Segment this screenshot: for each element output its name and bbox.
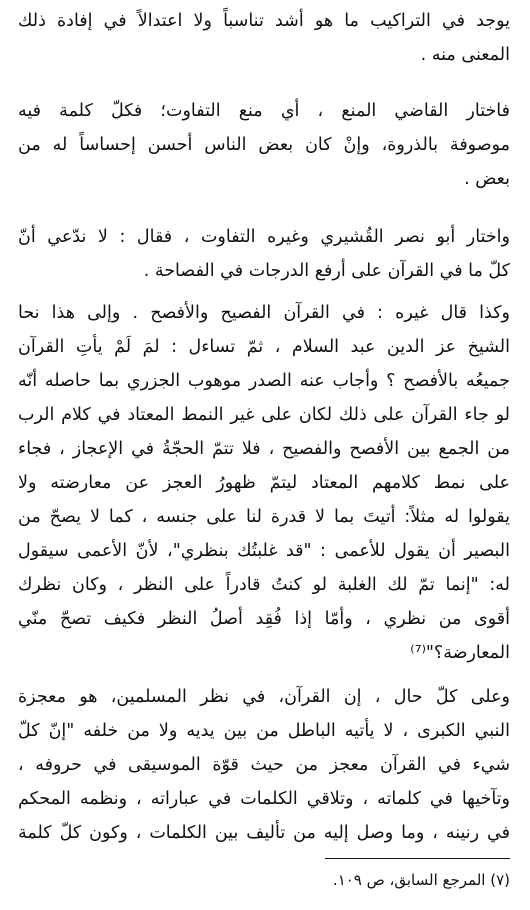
text-line: وتآخيها في كلماته ، وتلاقي الكلمات في عباراته ، ونظمه المحكم: [18, 789, 510, 809]
text-line: من الجمع بين الأفصح والفصيح ، فلا تتمّ الحجّةُ في الإعجاز ، فجاء: [18, 439, 510, 459]
text-line: واختار أبو نصر القُشيري وغيره التفاوت ، فقال : لا ندّعي أنّ: [18, 227, 510, 247]
text-line: المعنى منه .: [420, 45, 510, 65]
text-line: وعلى كلّ حال ، إن القرآن، في نظر المسلمين، هو معجزة: [18, 687, 510, 707]
text-line: وكذا قال غيره : في القرآن الفصيح والأفصح . وإلى هذا نحا: [18, 303, 510, 323]
footnote-divider: [325, 858, 510, 859]
text-line: أقوى من نظري ، وأمّا إذا فُقِد أصلُ النظر فكيف تصحّ منّي: [18, 609, 510, 629]
text-line: كلّ ما في القرآن على أرفع الدرجات في الفصاحة .: [143, 261, 510, 281]
text-line: يقولوا له مثلاً: أتيتَ بما لا قدرة لنا على جنسه ، كما لا يصحّ من: [18, 507, 510, 527]
text-line: جميعُه بالأفصح ؟ وأجاب عنه الصدر موهوب الجزري بما حاصله أنّه: [18, 371, 510, 391]
text-line: لو جاء القرآن على ذلك لكان على غير النمط المعتاد في كلام الرب: [18, 405, 510, 425]
text-line: له: "إنما تمّ لك الغلبة لو كنتُ قادراً على النظر ، وكان نظرك: [18, 575, 510, 595]
paragraph-5: [18, 680, 510, 850]
text-line: بعض .: [464, 169, 510, 189]
paragraph-1: [18, 4, 510, 72]
text-line: البصير أن يقول للأعمى : "قد غلبتُك بنظري"، لأنّ الأعمى سيقول: [18, 541, 510, 561]
text-line: موصوفة بالذروة، وإنْ كان بعض الناس أحسن إحساساً له من: [18, 135, 510, 155]
text-line: فاختار القاضي المنع ، أي منع التفاوت؛ فكلّ كلمة فيه: [18, 101, 510, 121]
text-line: يوجد في التراكيب ما هو أشد تناسباً ولا اعتدالاً في إفادة ذلك: [18, 11, 510, 31]
text-line: شيء في القرآن معجز من حيث قوّة الموسيقى في حروفه ،: [18, 755, 510, 775]
text-line: في رنينه ، وما وصل إليه من تأليف بين الكلمات ، وكون كلّ كلمة: [18, 823, 510, 843]
footnote: (٧) المرجع السابق، ص ١٠٩.: [332, 871, 510, 889]
paragraph-4: [18, 296, 510, 670]
text-line: النبي الكبرى ، لا يأتيه الباطل من بين يديه ولا من خلفه "إنّ كلّ: [18, 721, 510, 741]
paragraph-2: [18, 94, 510, 196]
text-line: المعارضة؟"⁽⁷⁾: [410, 643, 510, 663]
text-line: الشيخ عز الدين عبد السلام ، ثمّ تساءل : لمَ لَمْ يأتِ القرآن: [18, 337, 510, 357]
text-line: على نمط كلامهم المعتاد ليتمّ ظهورُ العجز عن معارضته ولا: [18, 473, 510, 493]
paragraph-3: [18, 220, 510, 288]
